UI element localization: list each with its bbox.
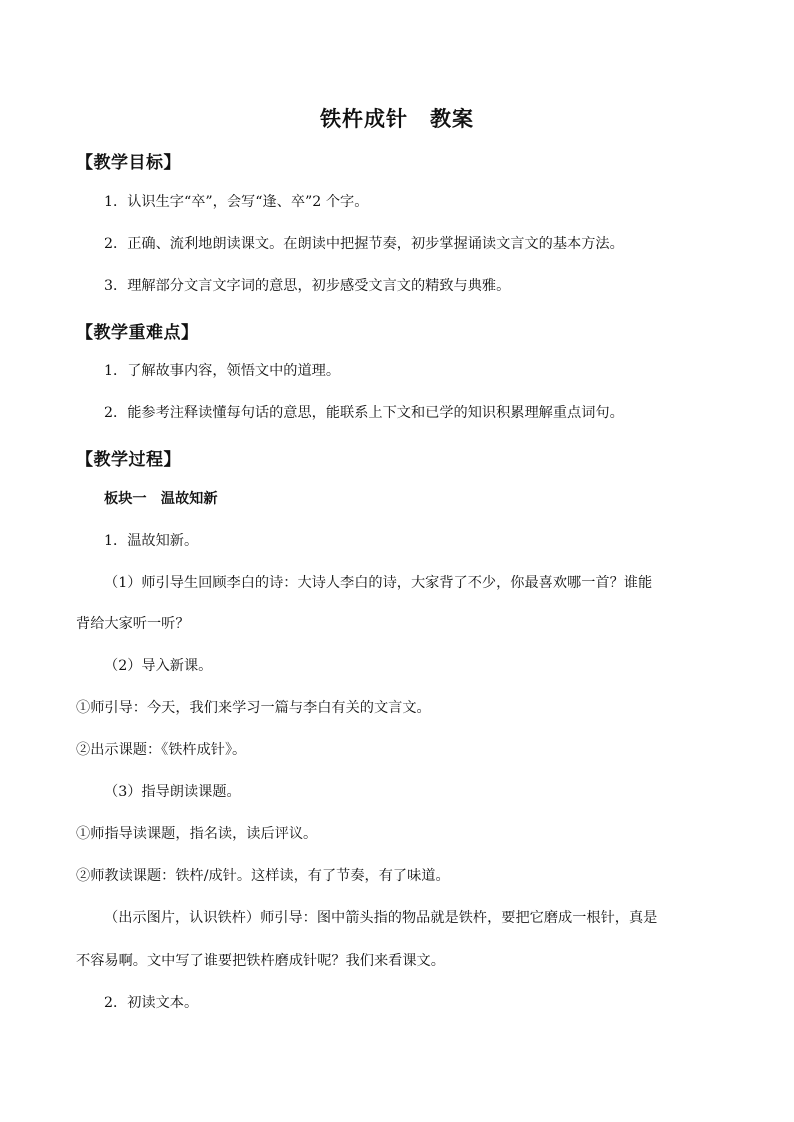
document-title: 铁杵成针 教案 <box>320 107 474 131</box>
process-line: 1．温故知新。 <box>104 533 199 549</box>
process-line: 2．初读文本。 <box>104 995 199 1011</box>
process-line: （3）指导朗读课题。 <box>104 784 241 800</box>
block-title: 板块一 温故知新 <box>104 491 218 507</box>
process-line: ②师教读课题：铁杵/成针。这样读，有了节奏，有了味道。 <box>76 868 450 884</box>
process-line: （出示图片，认识铁杵）师引导：图中箭头指的物品就是铁杵，要把它磨成一根针，真是 <box>104 910 658 926</box>
process-line: 不容易啊。文中写了谁要把铁杵磨成针呢？我们来看课文。 <box>76 953 445 969</box>
section-heading-key-points: 【教学重难点】 <box>76 323 199 343</box>
section-heading-goals: 【教学目标】 <box>76 153 181 173</box>
key-point-item: 1．了解故事内容，领悟文中的道理。 <box>104 363 341 379</box>
process-line: ②出示课题：《铁杵成针》。 <box>76 742 247 758</box>
process-line: ①师指导读课题，指名读，读后评议。 <box>76 826 318 842</box>
key-point-item: 2．能参考注释读懂每句话的意思，能联系上下文和已学的知识积累理解重点词句。 <box>104 405 624 421</box>
process-line: （1）师引导生回顾李白的诗：大诗人李白的诗，大家背了不少，你最喜欢哪一首？谁能 <box>104 575 653 591</box>
goal-item: 2．正确、流利地朗读课文。在朗读中把握节奏，初步掌握诵读文言文的基本方法。 <box>104 236 624 252</box>
process-line: （2）导入新课。 <box>104 658 213 674</box>
section-heading-process: 【教学过程】 <box>76 450 181 470</box>
process-line: 背给大家听一听？ <box>76 616 190 632</box>
process-line: ①师引导：今天，我们来学习一篇与李白有关的文言文。 <box>76 700 431 716</box>
goal-item: 1．认识生字“卒”，会写“逢、卒”2 个字。 <box>104 194 369 210</box>
goal-item: 3．理解部分文言文字词的意思，初步感受文言文的精致与典雅。 <box>104 278 511 294</box>
